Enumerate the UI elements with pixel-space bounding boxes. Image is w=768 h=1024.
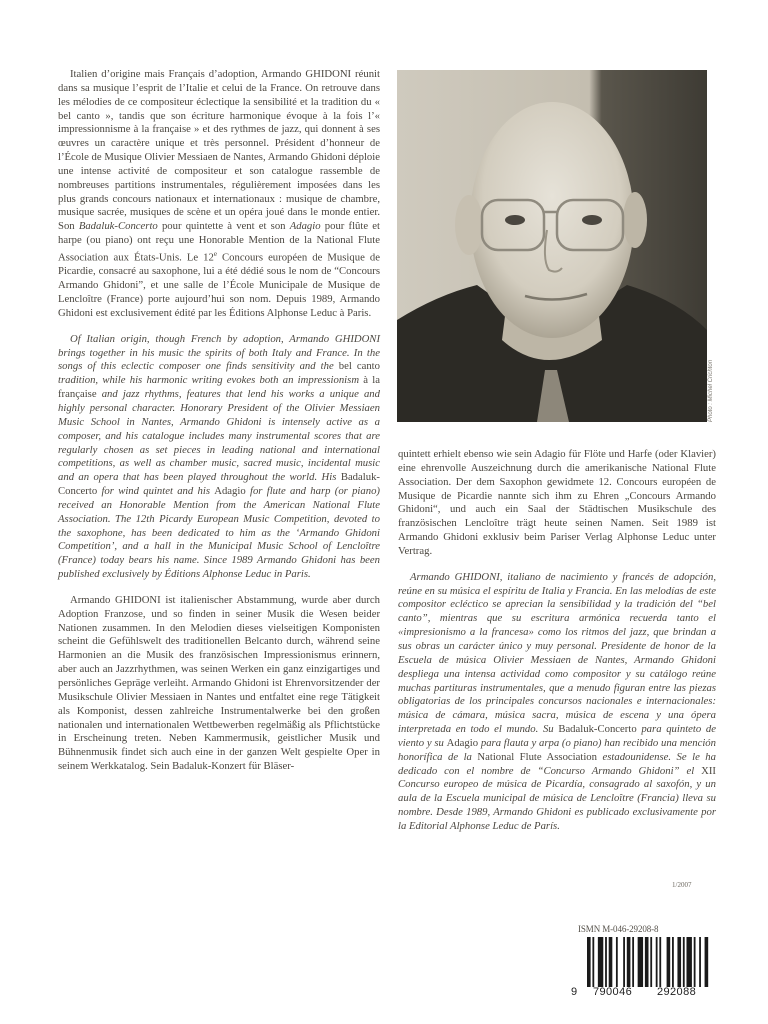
barcode-digit-first: 9 xyxy=(571,986,578,998)
portrait-illustration xyxy=(397,70,707,422)
barcode-bar xyxy=(667,937,671,987)
bio-german-part2: quintett erhielt ebenso wie sein Adagio für Flöte und Harfe (oder Klavier) eine ehrenvolle Auszeichnung durch die amerikanische National Flute Association. Der dem Saxophon gewidmete 12. Concours européen de Musique de Picardie nannte sich ihm zu Ehren „Concours Armando Ghidoni“, und auch ein Saal der Städtischen Musikschule des französischen Lencloître trägt heute seinen Namen. Seit 1989 ist Armando Ghidoni exklusiv beim Pariser Verlag Alphonse Leduc unter Vertrag. xyxy=(398,448,716,557)
barcode-bar xyxy=(598,937,603,987)
barcode-bar xyxy=(638,937,643,987)
barcode-bar xyxy=(677,937,681,987)
barcode-digits-left: 790046 xyxy=(593,986,633,998)
barcode-bar xyxy=(694,937,696,987)
barcode-bar xyxy=(627,937,631,987)
right-column xyxy=(398,448,716,834)
barcode-bar xyxy=(609,937,613,987)
barcode-digits xyxy=(571,986,717,998)
bio-french: Italien d’origine mais Français d’adoption, Armando GHIDONI réunit dans sa musique l’esprit de l’Italie et celui de la France. On retrouve dans les mélodies de ce compositeur éclectique la sensibilité et la tradition du « bel canto », tandis que son écriture harmonique évoque à la fois l’« impressionnisme à la française » et des rythmes de jazz, qui donnent à ses œuvres un caractère unique et très personnel. Président d’honneur de l’École de Musique Olivier Messiaen de Nantes, Armando Ghidoni déploie une intense activité de compositeur et son catalogue rassemble de nombreuses partitions instrumentales, régulièrement imposées dans les plus grands concours nationaux et internationaux : musique de chambre, musique sacrée, musiques de scène et un opéra joué dans le monde entier. Son Badaluk-Concerto pour quintette à vent et son Adagio pour flûte et harpe (ou piano) ont reçu une Honorable Mention de la National Flute Association aux États-Unis. Le 12e Concours européen de Musique de Picardie, consacré au saxophone, lui a été dédié sous le nom de “Concours Armando Ghidoni”, et une salle de l’École Municipale de Musique de Lencloître (France) porte aujourd’hui son nom. Depuis 1989, Armando Ghidoni est exclusivement édité par les Éditions Alphonse Leduc à Paris. xyxy=(58,68,380,319)
barcode-bar xyxy=(683,937,685,987)
barcode-bar xyxy=(672,937,674,987)
bio-spanish: Armando GHIDONI, italiano de nacimiento y francés de adopción, reúne en su música el espíritu de Italia y Francia. En las melodías de este compositor ecléctico se aprecian la sensibilidad y la tradición del “bel canto”, mientras que su escritura armónica recuerda tanto el «impresionismo a la francesa» como los ritmos del jazz, que brindan a sus obras un carácter único y muy personal. Presidente de honor de la Escuela de música Olivier Messiaen de Nantes, Armando Ghidoni despliega una intensa actividad como compositor y su catálogo reúne muchas partituras instrumentales, que a menudo figuran entre las piezas obligatorias de los principales concursos nacionales e internacionales: música de cámara, música sacra, música de escena y una ópera interpretada en todo el mundo. Su Badaluk-Concerto para quinteto de viento y su Adagio para flauta y arpa (o piano) han recibido una mención honorífica de la National Flute Association estadounidense. Se le ha dedicado con el nombre de “Concurso Armando Ghidoni” el XII Concurso europeo de música de Picardía, consagrado al saxofón, y un aula de la Escuela municipal de música de Lencloître (Francia) lleva su nombre. Desde 1989, Armando Ghidoni es publicado exclusivamente por la Editorial Alphonse Leduc de París. xyxy=(398,570,716,832)
bio-english: Of Italian origin, though French by adoption, Armando GHIDONI brings together in his music the spirits of both Italy and France. In the songs of this eclectic composer one finds sensitivity and the bel canto tradition, while his harmonic writing evokes both an impressionism à la française and jazz rhythms, features that lend his works a unique and highly personal character. Honorary President of the Olivier Messiaen Music School in Nantes, Armando Ghidoni is intensely active as a composer, and his catalogue includes many instrumental scores that are regularly chosen as set pieces in leading national and international competitions, as well as chamber music, sacred music, incidental music and an opera that has been played throughout the world. His Badaluk-Concerto for wind quintet and his Adagio for flute and harp (or piano) received an Honorable Mention from the American National Flute Association. The 12th Picardy European Music Competition, devoted to the saxophone, has been dedicated to him as the ‘Armando Ghidoni Competition’, and a hall in the Municipal Music School of Lencloître (France) today bears his name. Since 1989 Armando Ghidoni has been published exclusively by Éditions Alphonse Leduc in Paris. xyxy=(58,332,380,581)
barcode-bar xyxy=(623,937,625,987)
left-column xyxy=(58,68,380,774)
barcode-bar xyxy=(650,937,652,987)
barcode-digits-right: 292088 xyxy=(657,986,697,998)
barcode-bar xyxy=(592,937,594,987)
barcode-bar xyxy=(632,937,634,987)
barcode-bar xyxy=(686,937,691,987)
barcode-bar xyxy=(645,937,649,987)
barcode-bar xyxy=(705,937,709,987)
edition-date: 1/2007 xyxy=(672,881,692,889)
barcode-bar xyxy=(605,937,607,987)
barcode-bar xyxy=(699,937,701,987)
barcode xyxy=(587,937,710,987)
barcode-bar xyxy=(656,937,658,987)
ismn-number: ISMN M-046-29208-8 xyxy=(578,924,659,934)
barcode-bar xyxy=(587,937,591,987)
barcode-bar xyxy=(616,937,618,987)
photo-credit: Photo : Michel Crichton xyxy=(708,359,714,422)
barcode-bar xyxy=(659,937,661,987)
bio-german-part1: Armando GHIDONI ist italienischer Abstammung, wurde aber durch Adoption Franzose, und so finden in seiner Musik die Wesen beider Nationen zusammen. In den Melodien dieses vielseitigen Komponisten scheint die Gefühlswelt des traditionellen Belcanto durch, während seine Harmonien an die Musik des französischen Impressionismus erinnern, aber auch an Jazzrhythmen, was seinen Werken ein ganz einzigartiges und persönliches Gepräge verleiht. Armando Ghidoni ist Ehrenvorsitzender der Musikschule Olivier Messiaen in Nantes und entfaltet eine rege Tätigkeit als Komponist, dessen zahlreiche Instrumentalwerke bei den großen nationalen und internationalen Wettbewerben regelmäßig als Pflichtstücke in Erscheinung treten. Neben Kammermusik, geistlicher Musik und Bühnenmusik findet sich auch eine in der ganzen Welt gespielte Oper in seinem Werkkatalog. Sein Badaluk-Konzert für Bläser- xyxy=(58,593,380,773)
portrait-photo xyxy=(397,70,707,422)
